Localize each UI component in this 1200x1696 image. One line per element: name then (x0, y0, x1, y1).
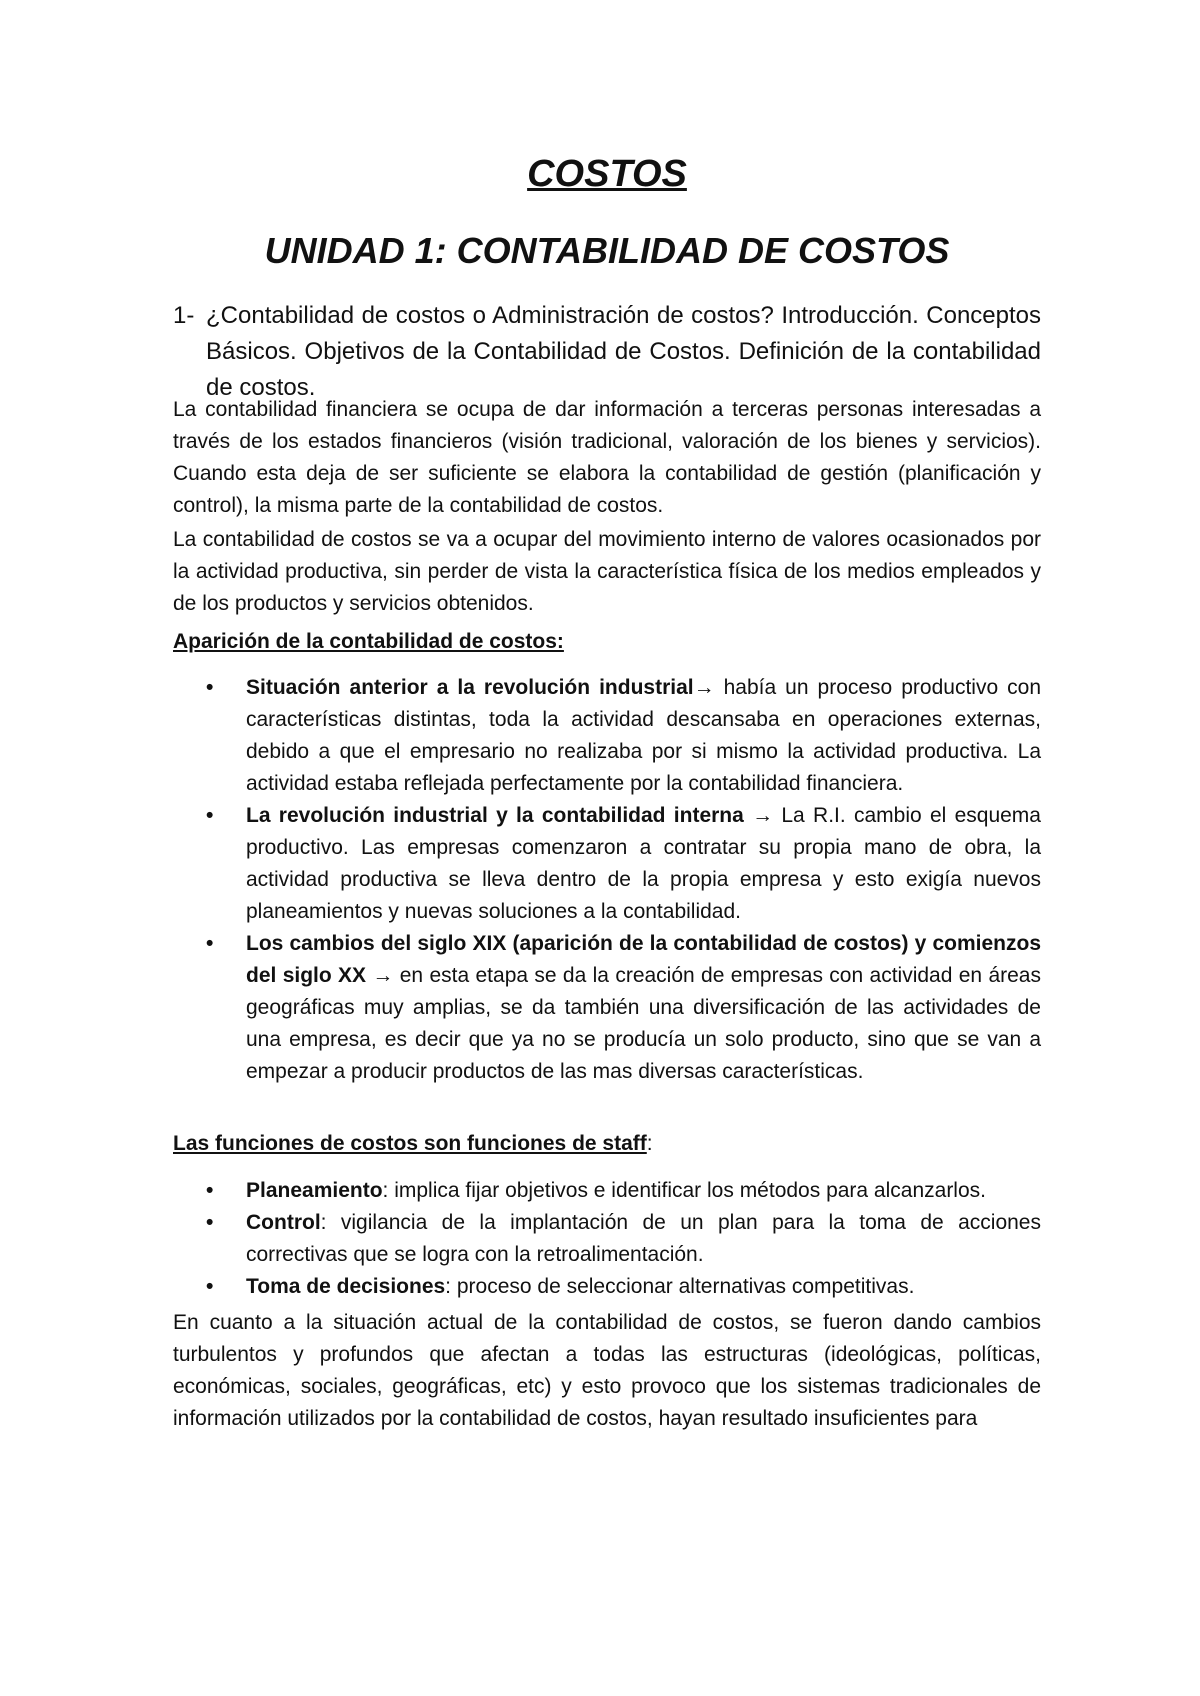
document-title: COSTOS (527, 153, 687, 195)
bullet-icon: • (206, 804, 214, 827)
topic-text: ¿Contabilidad de costos o Administración de costos? Introducción. Conceptos Básicos. Objetivos de la Contabilidad de Costos. Definición de la contabilidad de costos. (206, 302, 1041, 401)
item-text: : implica fijar objetivos e identificar los métodos para alcanzarlos. (382, 1179, 986, 1202)
arrow-right-icon: → (372, 964, 394, 987)
aparicion-list (173, 672, 1041, 1088)
bullet-icon: • (206, 1275, 214, 1298)
funciones-list (173, 1175, 1041, 1303)
arrow-right-icon: → (752, 804, 774, 827)
paragraph-current-situation: En cuanto a la situación actual de la contabilidad de costos, se fueron dando cambios turbulentos y profundos que afectan a todas las estructuras (ideológicas, políticas, económicas, sociales, geográficas, etc) y esto provoco que los sistemas tradicionales de información utilizados por la contabilidad de costos, hayan resultado insuficientes para (173, 1311, 1041, 1430)
item-text: : proceso de seleccionar alternativas competitivas. (445, 1275, 915, 1298)
list-item (173, 672, 1041, 800)
unit-title: UNIDAD 1: CONTABILIDAD DE COSTOS (264, 230, 950, 271)
heading-colon: : (646, 1132, 653, 1155)
topic-heading (173, 298, 1041, 406)
item-text: La R.I. cambio el esquema productivo. Las empresas comenzaron a contratar su propia mano de obra, la actividad productiva se lleva dentro de la propia empresa y esto exigía nuevos planeamientos y nuevas soluciones a la contabilidad. (246, 804, 1041, 923)
bullet-icon: • (206, 932, 214, 955)
list-item (173, 1175, 1041, 1207)
list-item (173, 800, 1041, 928)
arrow-right-icon: → (693, 676, 715, 699)
list-item (173, 1207, 1041, 1271)
item-lead: La revolución industrial y la contabilidad interna → (246, 804, 774, 827)
paragraph-financial-accounting: La contabilidad financiera se ocupa de dar información a terceras personas interesadas a través de los estados financieros (visión tradicional, valoración de los bienes y servicios). Cuando esta deja de ser suficiente se elabora la contabilidad de gestión (planificación y control), la misma parte de la contabilidad de costos. (173, 398, 1041, 517)
item-text: había un proceso productivo con características distintas, toda la actividad descansaba en operaciones externas, debido a que el empresario no realizaba por si mismo la actividad productiva. La actividad estaba reflejada perfectamente por la contabilidad financiera. (246, 676, 1041, 795)
list-item (173, 928, 1041, 1088)
bullet-icon: • (206, 1211, 214, 1234)
section-heading-funciones-wrap (173, 1128, 1041, 1160)
item-text: en esta etapa se da la creación de empresas con actividad en áreas geográficas muy amplias, se da también una diversificación de las actividades de una empresa, es decir que ya no se producía un solo producto, sino que se van a empezar a producir productos de las mas diversas características. (246, 964, 1041, 1083)
item-text: : vigilancia de la implantación de un plan para la toma de acciones correctivas que se logra con la retroalimentación. (246, 1211, 1041, 1266)
document-page (173, 0, 1041, 1696)
bullet-icon: • (206, 1179, 214, 1202)
list-item (173, 1271, 1041, 1303)
topic-number: 1- (173, 302, 195, 329)
item-lead: Los cambios del siglo XIX (aparición de la contabilidad de costos) y comienzos del siglo XX → (246, 932, 1041, 987)
section-heading-funciones: Las funciones de costos son funciones de staff (173, 1132, 647, 1155)
item-lead: Situación anterior a la revolución industrial→ (246, 676, 715, 699)
item-lead: Planeamiento (246, 1179, 383, 1202)
section-heading-aparicion: Aparición de la contabilidad de costos: (173, 630, 564, 653)
paragraph-cost-accounting: La contabilidad de costos se va a ocupar del movimiento interno de valores ocasionados por la actividad productiva, sin perder de vista la característica física de los medios empleados y de los productos y servicios obtenidos. (173, 528, 1041, 615)
bullet-icon: • (206, 676, 214, 699)
item-lead: Toma de decisiones (246, 1275, 446, 1298)
item-lead: Control (246, 1211, 321, 1234)
